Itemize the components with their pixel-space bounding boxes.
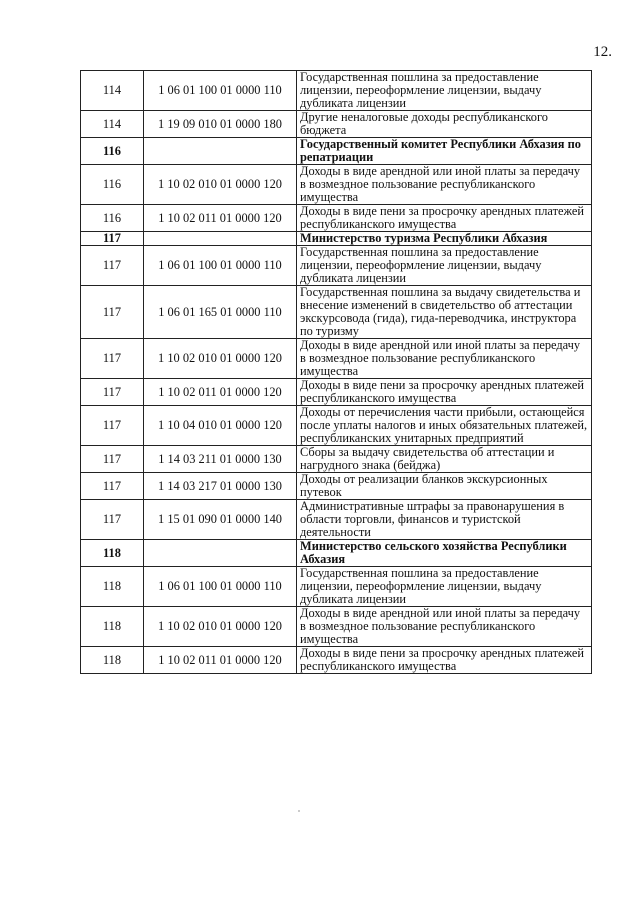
budget-classification-code-cell: 1 10 02 011 01 0000 120: [144, 647, 297, 674]
admin-code-cell: 117: [81, 406, 144, 446]
admin-code-cell: 118: [81, 607, 144, 647]
table-row: [81, 567, 592, 607]
admin-code-cell: 117: [81, 379, 144, 406]
table-section-header-row: [81, 540, 592, 567]
table-row: [81, 607, 592, 647]
budget-classification-code-cell: 1 10 02 010 01 0000 120: [144, 165, 297, 205]
budget-classification-code-cell: 1 10 02 010 01 0000 120: [144, 339, 297, 379]
table-row: [81, 205, 592, 232]
admin-code-cell: 117: [81, 232, 144, 246]
admin-code-cell: 117: [81, 339, 144, 379]
revenue-codes-table: [80, 70, 592, 674]
budget-classification-code-cell: 1 19 09 010 01 0000 180: [144, 111, 297, 138]
revenue-name-cell: Доходы в виде пени за просрочку арендных платежей республиканского имущества: [297, 205, 592, 232]
budget-classification-code-cell: 1 06 01 100 01 0000 110: [144, 246, 297, 286]
budget-classification-code-cell: 1 06 01 100 01 0000 110: [144, 567, 297, 607]
table-row: [81, 111, 592, 138]
revenue-name-cell: Министерство сельского хозяйства Республики Абхазия: [297, 540, 592, 567]
revenue-name-cell: Доходы в виде арендной или иной платы за передачу в возмездное пользование республиканского имущества: [297, 607, 592, 647]
admin-code-cell: 117: [81, 473, 144, 500]
revenue-name-cell: Административные штрафы за правонарушения в области торговли, финансов и туристской деятельности: [297, 500, 592, 540]
admin-code-cell: 117: [81, 246, 144, 286]
revenue-name-cell: Государственная пошлина за предоставление лицензии, переоформление лицензии, выдачу дубликата лицензии: [297, 71, 592, 111]
admin-code-cell: 117: [81, 286, 144, 339]
admin-code-cell: 114: [81, 71, 144, 111]
revenue-name-cell: Доходы в виде арендной или иной платы за передачу в возмездное пользование республиканского имущества: [297, 339, 592, 379]
table-row: [81, 647, 592, 674]
budget-classification-code-cell: 1 06 01 165 01 0000 110: [144, 286, 297, 339]
table-section-header-row: [81, 232, 592, 246]
table-row: [81, 286, 592, 339]
revenue-name-cell: Государственная пошлина за выдачу свидетельства и внесение изменений в свидетельство об аттестации экскурсовода (гида), гида-переводчика, инструктора по туризму: [297, 286, 592, 339]
table-row: [81, 446, 592, 473]
table-row: [81, 500, 592, 540]
table-row: [81, 379, 592, 406]
revenue-name-cell: Другие неналоговые доходы республиканского бюджета: [297, 111, 592, 138]
revenue-name-cell: Доходы в виде пени за просрочку арендных платежей республиканского имущества: [297, 379, 592, 406]
revenue-name-cell: Сборы за выдачу свидетельства об аттестации и нагрудного знака (бейджа): [297, 446, 592, 473]
table-row: [81, 406, 592, 446]
budget-classification-code-cell: 1 14 03 211 01 0000 130: [144, 446, 297, 473]
table-row: [81, 339, 592, 379]
revenue-name-cell: Доходы от реализации бланков экскурсионных путевок: [297, 473, 592, 500]
revenue-name-cell: Министерство туризма Республики Абхазия: [297, 232, 592, 246]
table-row: [81, 165, 592, 205]
table-body: [81, 71, 592, 674]
admin-code-cell: 118: [81, 647, 144, 674]
table-row: [81, 246, 592, 286]
budget-classification-code-cell: [144, 232, 297, 246]
budget-classification-code-cell: 1 10 02 011 01 0000 120: [144, 379, 297, 406]
budget-classification-code-cell: 1 15 01 090 01 0000 140: [144, 500, 297, 540]
table-row: [81, 71, 592, 111]
admin-code-cell: 116: [81, 165, 144, 205]
table-row: [81, 473, 592, 500]
budget-classification-code-cell: 1 06 01 100 01 0000 110: [144, 71, 297, 111]
revenue-name-cell: Государственный комитет Республики Абхазия по репатриации: [297, 138, 592, 165]
budget-classification-code-cell: [144, 138, 297, 165]
revenue-name-cell: Государственная пошлина за предоставление лицензии, переоформление лицензии, выдачу дубликата лицензии: [297, 567, 592, 607]
budget-classification-code-cell: 1 14 03 217 01 0000 130: [144, 473, 297, 500]
table-section-header-row: [81, 138, 592, 165]
admin-code-cell: 118: [81, 567, 144, 607]
page-number: 12.: [593, 44, 612, 60]
budget-classification-code-cell: 1 10 02 011 01 0000 120: [144, 205, 297, 232]
admin-code-cell: 116: [81, 138, 144, 165]
scan-speck: [298, 810, 300, 812]
budget-classification-code-cell: 1 10 04 010 01 0000 120: [144, 406, 297, 446]
admin-code-cell: 117: [81, 446, 144, 473]
admin-code-cell: 116: [81, 205, 144, 232]
budget-classification-code-cell: 1 10 02 010 01 0000 120: [144, 607, 297, 647]
revenue-name-cell: Доходы в виде пени за просрочку арендных платежей республиканского имущества: [297, 647, 592, 674]
admin-code-cell: 118: [81, 540, 144, 567]
revenue-name-cell: Доходы от перечисления части прибыли, остающейся после уплаты налогов и иных обязательных платежей, республиканских унитарных предприятий: [297, 406, 592, 446]
revenue-name-cell: Доходы в виде арендной или иной платы за передачу в возмездное пользование республиканского имущества: [297, 165, 592, 205]
admin-code-cell: 117: [81, 500, 144, 540]
budget-classification-code-cell: [144, 540, 297, 567]
revenue-name-cell: Государственная пошлина за предоставление лицензии, переоформление лицензии, выдачу дубликата лицензии: [297, 246, 592, 286]
admin-code-cell: 114: [81, 111, 144, 138]
